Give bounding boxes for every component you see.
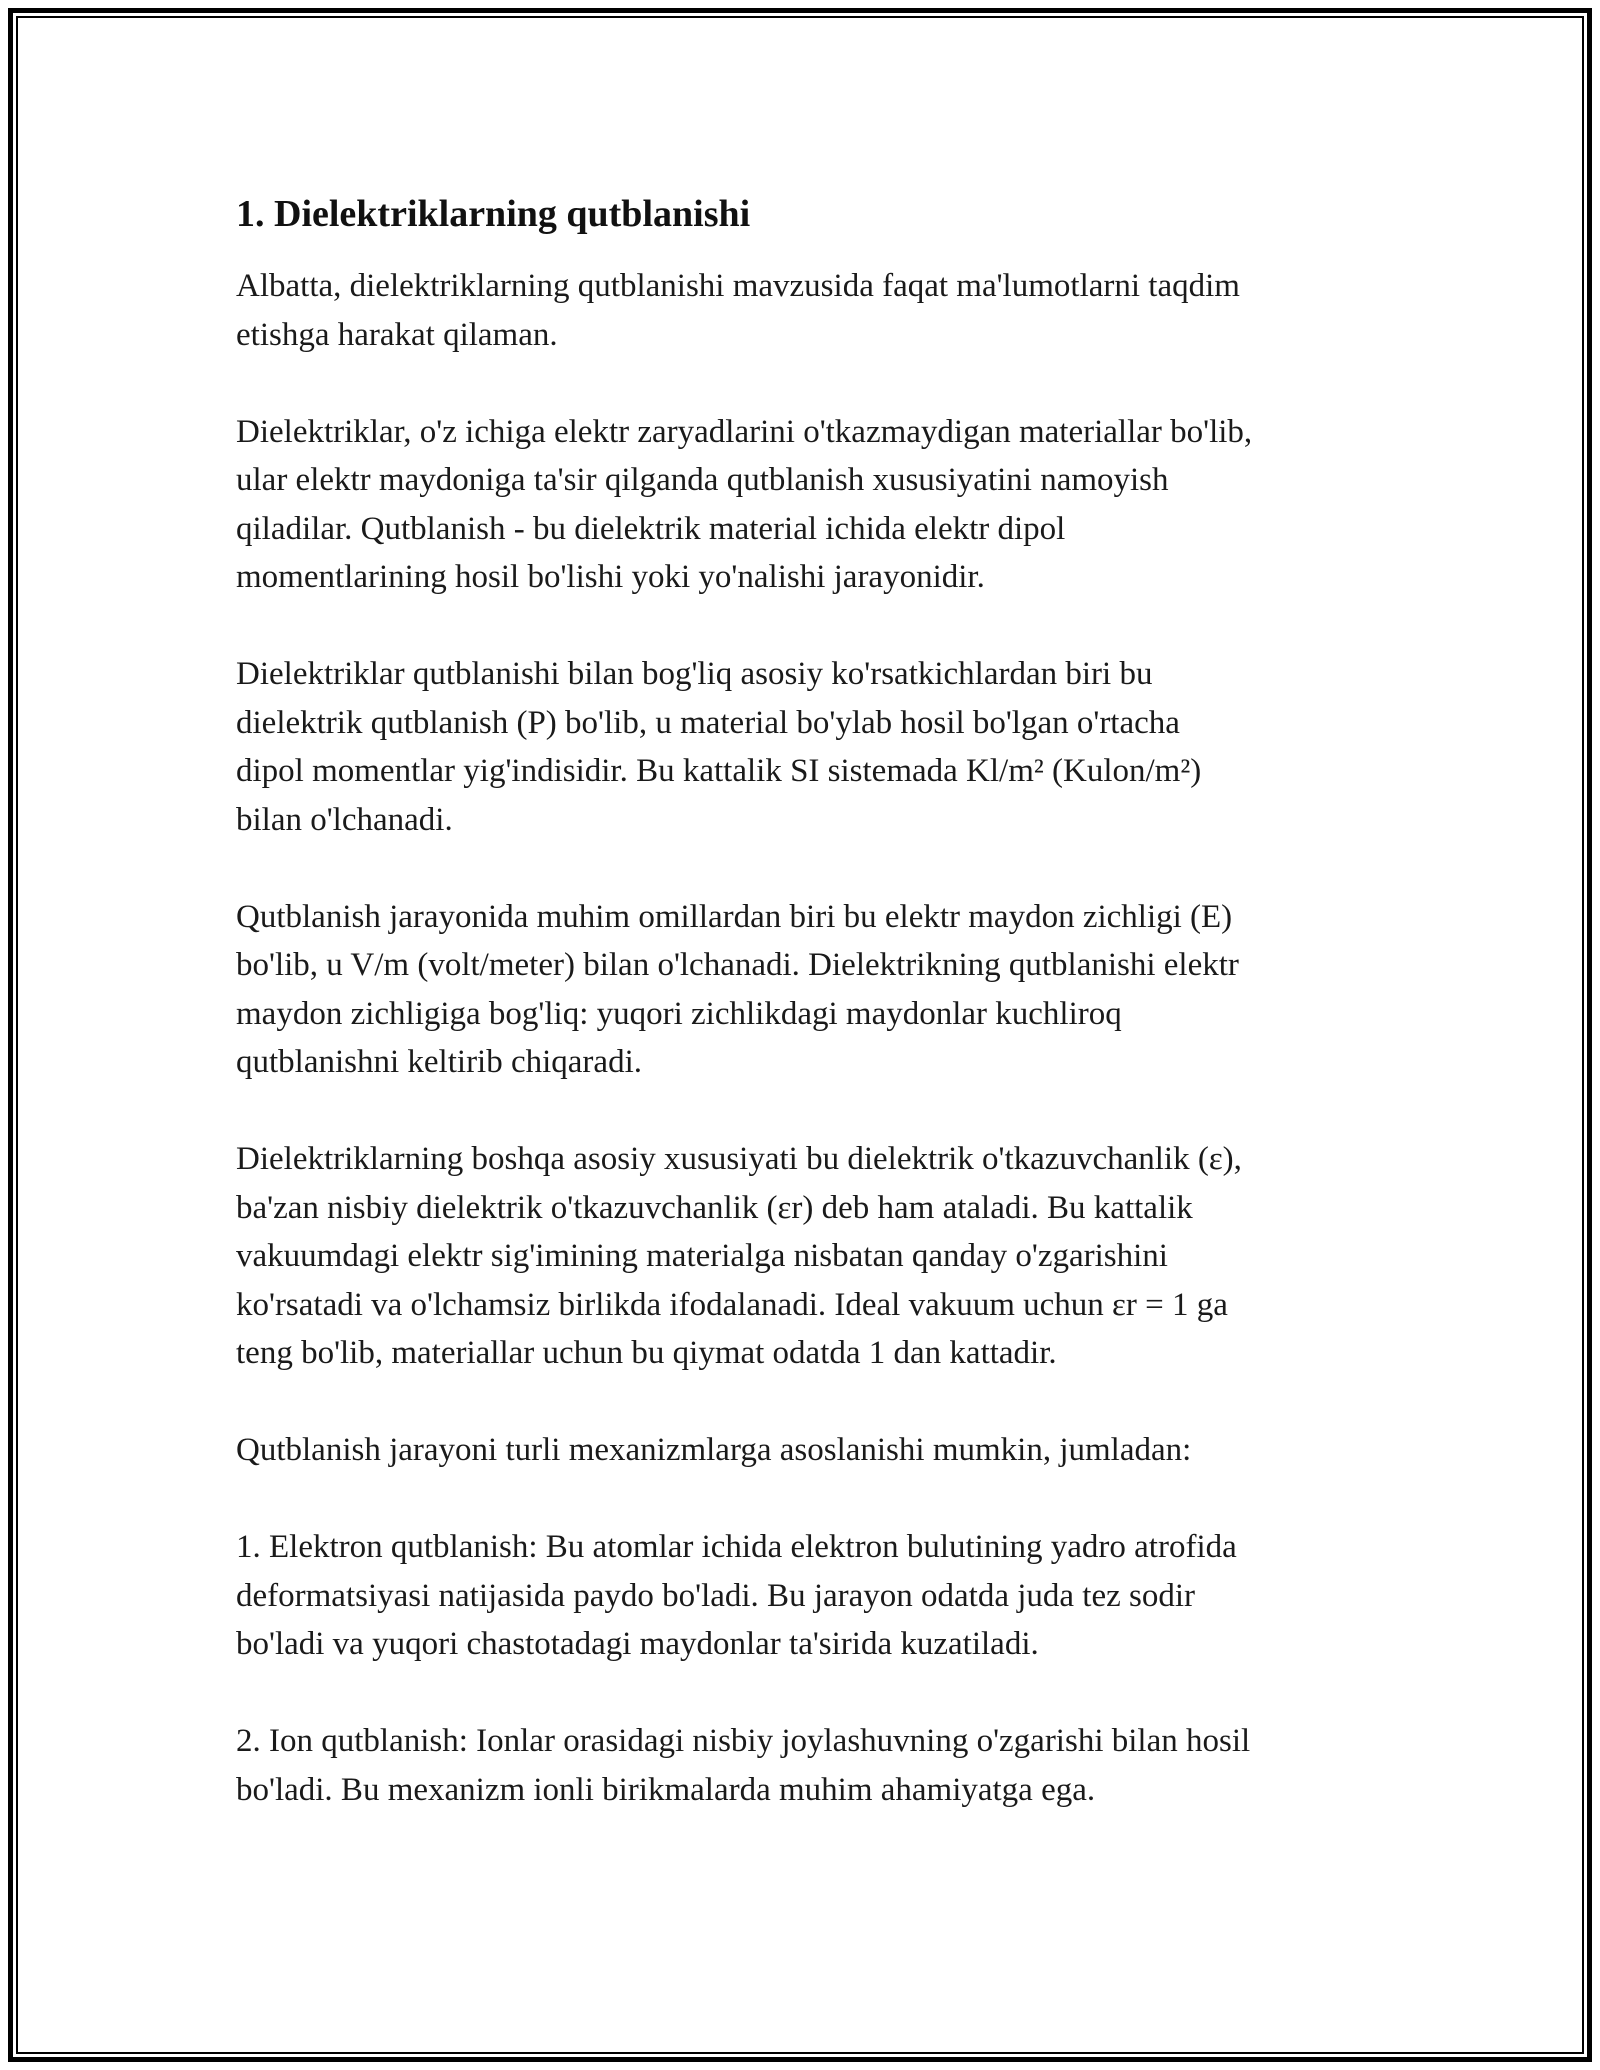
paragraph-polarization-vector: Dielektriklar qutblanishi bilan bog'liq asosiy ko'rsatkichlardan biri bu dielektrik qutblanish (P) bo'lib, u material bo'ylab hosil bo'lgan o'rtacha dipol momentlar yig'indisidir. Bu kattalik SI sistemada Kl/m² (Kulon/m²) bilan o'lchanadi.: [236, 656, 1202, 838]
list-item-ionic-polarization: 2. Ion qutblanish: Ionlar orasidagi nisbiy joylashuvning o'zgarishi bilan hosil bo'ladi. Bu mexanizm ionli birikmalarda muhim ahamiyatga ega.: [236, 1723, 1251, 1808]
paragraph-dielectric-definition: Dielektriklar, o'z ichiga elektr zaryadlarini o'tkazmaydigan materiallar bo'lib, ular elektr maydoniga ta'sir qilganda qutblanish xususiyatini namoyish qiladilar. Qutblanish - bu dielektrik material ichida elektr dipol momentlarining hosil bo'lishi yoki yo'nalishi jarayonidir.: [236, 413, 1253, 595]
document-title: 1. Dielektriklarning qutblanishi: [236, 193, 751, 235]
document-body: [236, 188, 1381, 1863]
paragraph-electric-field: Qutblanish jarayonida muhim omillardan biri bu elektr maydon zichligi (E) bo'lib, u V/m (volt/meter) bilan o'lchanadi. Dielektrikning qutblanishi elektr maydon zichligiga bog'liq: yuqori zichlikdagi maydonlar kuchliroq qutblanishni keltirib chiqaradi.: [236, 898, 1239, 1080]
list-item-electronic-polarization: 1. Elektron qutblanish: Bu atomlar ichida elektron bulutining yadro atrofida deformatsiyasi natijasida paydo bo'ladi. Bu jarayon odatda juda tez sodir bo'ladi va yuqori chastotadagi maydonlar ta'sirida kuzatiladi.: [236, 1529, 1237, 1662]
paragraph-permittivity: Dielektriklarning boshqa asosiy xususiyati bu dielektrik o'tkazuvchanlik (ε), ba'zan nisbiy dielektrik o'tkazuvchanlik (εr) deb ham ataladi. Bu kattalik vakuumdagi elektr sig'imining materialga nisbatan qanday o'zgarishini ko'rsatadi va o'lchamsiz birlikda ifodalanadi. Ideal vakuum uchun εr = 1 ga teng bo'lib, materiallar uchun bu qiymat odatda 1 dan kattadir.: [236, 1141, 1242, 1371]
paragraph-mechanisms-intro: Qutblanish jarayoni turli mexanizmlarga asoslanishi mumkin, jumladan:: [236, 1432, 1192, 1468]
paragraph-intro: Albatta, dielektriklarning qutblanishi mavzusida faqat ma'lumotlarni taqdim etishga harakat qilaman.: [236, 268, 1240, 353]
